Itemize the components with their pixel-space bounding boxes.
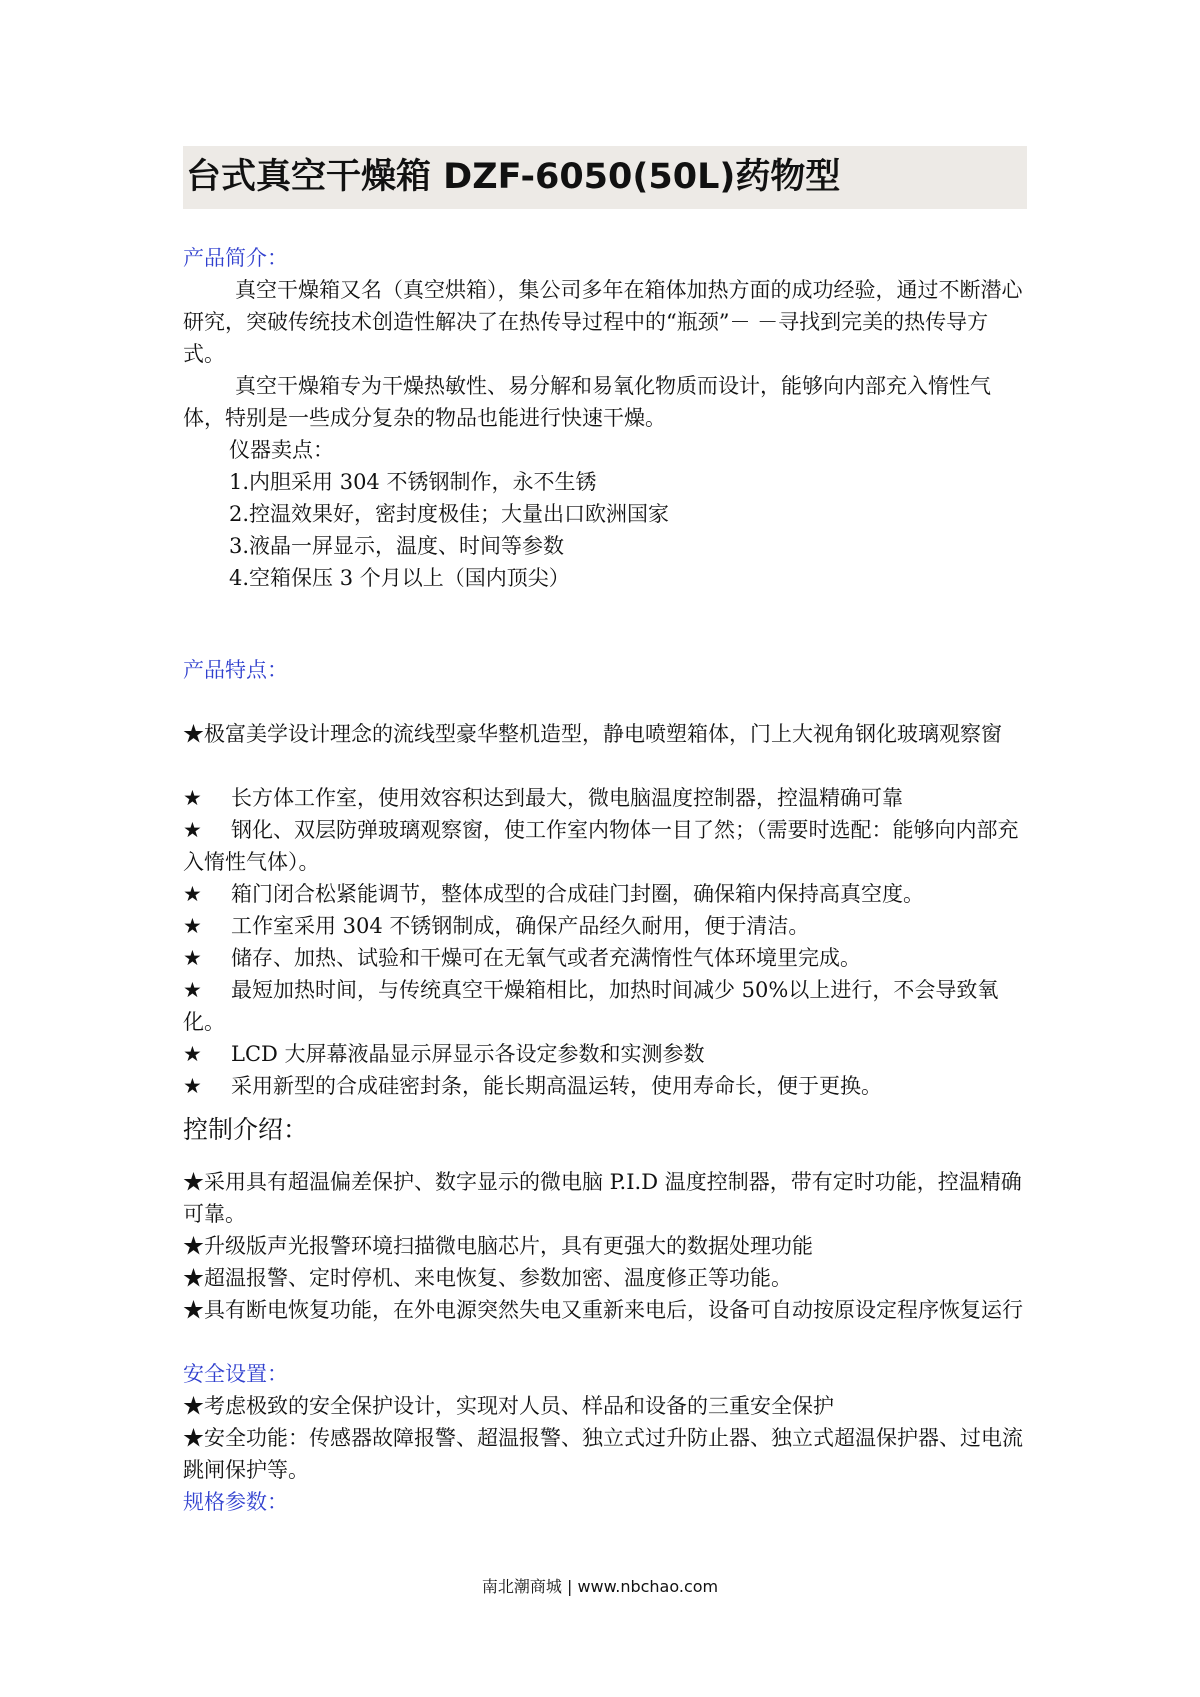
feature-text: 储存、加热、试验和干燥可在无氧气或者充满惰性气体环境里完成。 [231, 946, 861, 970]
feature-text: 长方体工作室，使用效容积达到最大，微电脑温度控制器，控温精确可靠 [231, 786, 903, 810]
feature-item [183, 1038, 1027, 1070]
feature-text: LCD 大屏幕液晶显示屏显示各设定参数和实测参数 [231, 1042, 705, 1066]
safety-item: ★考虑极致的安全保护设计，实现对人员、样品和设备的三重安全保护 [183, 1394, 834, 1418]
features-heading: 产品特点： [183, 658, 288, 682]
feature-text: 采用新型的合成硅密封条，能长期高温运转，使用寿命长，便于更换。 [231, 1074, 882, 1098]
feature-item [183, 782, 1027, 814]
feature-item: ★极富美学设计理念的流线型豪华整机造型，静电喷塑箱体，门上大视角钢化玻璃观察窗 [183, 722, 1002, 746]
star-icon: ★ [183, 818, 202, 842]
star-icon: ★ [183, 946, 202, 970]
intro-paragraph-2: 真空干燥箱专为干燥热敏性、易分解和易氧化物质而设计，能够向内部充入惰性气体，特别是一些成分复杂的物品也能进行快速干燥。 [183, 374, 991, 430]
star-icon: ★ [183, 1074, 202, 1098]
feature-text: 箱门闭合松紧能调节，整体成型的合成硅门封圈，确保箱内保持高真空度。 [231, 882, 924, 906]
control-item: ★具有断电恢复功能，在外电源突然失电又重新来电后，设备可自动按原设定程序恢复运行 [183, 1298, 1023, 1322]
feature-item [183, 974, 1027, 1038]
control-item: ★超温报警、定时停机、来电恢复、参数加密、温度修正等功能。 [183, 1266, 792, 1290]
feature-text: 工作室采用 304 不锈钢制成，确保产品经久耐用，便于清洁。 [231, 914, 810, 938]
spec-heading: 规格参数： [183, 1490, 288, 1514]
feature-item [183, 910, 1027, 942]
star-icon: ★ [183, 786, 202, 810]
selling-point: 2.控温效果好，密封度极佳；大量出口欧洲国家 [229, 502, 670, 526]
intro-heading: 产品简介： [183, 246, 288, 270]
intro-paragraph-1: 真空干燥箱又名（真空烘箱），集公司多年在箱体加热方面的成功经验，通过不断潜心研究，突破传统技术创造性解决了在热传导过程中的“瓶颈”－ －寻找到完美的热传导方式。 [183, 278, 1023, 366]
feature-item [183, 942, 1027, 974]
safety-heading: 安全设置： [183, 1362, 288, 1386]
star-icon: ★ [183, 914, 202, 938]
selling-points-title: 仪器卖点： [229, 438, 334, 462]
control-item: ★采用具有超温偏差保护、数字显示的微电脑 P.I.D 温度控制器，带有定时功能，控温精确可靠。 [183, 1170, 1022, 1226]
control-heading: 控制介绍： [183, 1115, 309, 1144]
feature-item [183, 814, 1027, 878]
selling-point: 3.液晶一屏显示，温度、时间等参数 [229, 534, 565, 558]
feature-item [183, 878, 1027, 910]
feature-text: 最短加热时间，与传统真空干燥箱相比，加热时间减少 50%以上进行，不会导致氧化。 [183, 978, 999, 1034]
page-title: 台式真空干燥箱 DZF-6050(50L)药物型 [186, 157, 841, 197]
feature-text: 钢化、双层防弹玻璃观察窗，使工作室内物体一目了然；（需要时选配：能够向内部充入惰性气体）。 [183, 818, 1019, 874]
star-icon: ★ [183, 1042, 202, 1066]
control-item: ★升级版声光报警环境扫描微电脑芯片，具有更强大的数据处理功能 [183, 1234, 813, 1258]
star-icon: ★ [183, 978, 202, 1002]
feature-item [183, 1070, 1027, 1102]
star-icon: ★ [183, 882, 202, 906]
selling-point: 1.内胆采用 304 不锈钢制作，永不生锈 [229, 470, 597, 494]
safety-item: ★安全功能：传感器故障报警、超温报警、独立式过升防止器、独立式超温保护器、过电流跳闸保护等。 [183, 1426, 1023, 1482]
footer: 南北潮商城 | www.nbchao.com [481, 1577, 719, 1596]
selling-point: 4.空箱保压 3 个月以上（国内顶尖） [229, 566, 570, 590]
